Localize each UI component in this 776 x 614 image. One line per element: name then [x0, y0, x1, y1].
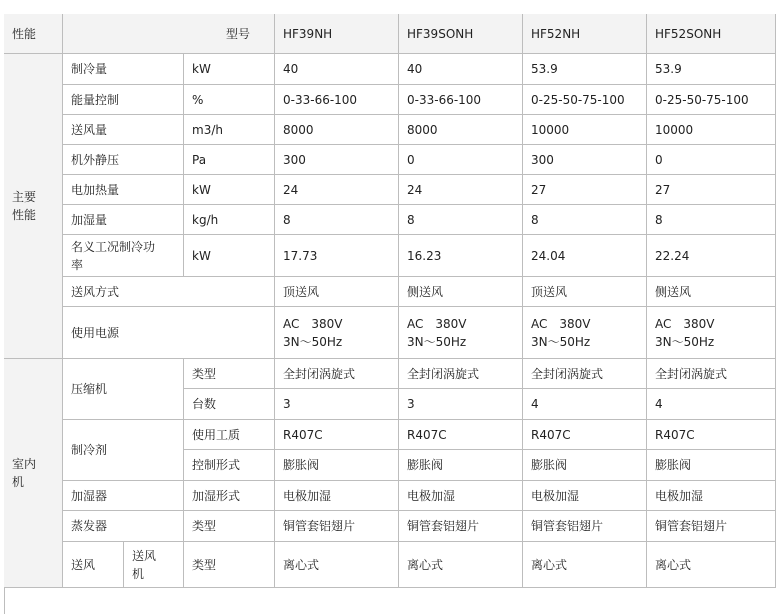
refrigerant-row-value-3: 膨胀阀 [523, 450, 647, 481]
compressor-row-label: 台数 [184, 389, 275, 420]
air_supply-row-value-3: 离心式 [523, 542, 647, 588]
spec-row-value-2: 16.23 [399, 235, 523, 277]
compressor-row-value-4: 4 [647, 389, 776, 420]
refrigerant-row-value-1: R407C [275, 420, 399, 450]
spec-row-value-2: 侧送风 [399, 277, 523, 307]
spec-row-value-3: AC 380V 3N～50Hz [523, 307, 647, 359]
spec-row-label: 制冷量 [63, 54, 184, 85]
spec-row-value-4: 8 [647, 205, 776, 235]
spec-row-value-4: AC 380V 3N～50Hz [647, 307, 776, 359]
compressor-row-value-2: 全封闭涡旋式 [399, 359, 523, 389]
spec-row-label: 名义工况制冷功 率 [63, 235, 184, 277]
humidifier-row-label: 加湿形式 [184, 481, 275, 511]
spec-row-value-4: 0 [647, 145, 776, 175]
spec-row-value-4: 27 [647, 175, 776, 205]
spec-row-value-4: 10000 [647, 115, 776, 145]
refrigerant-row-value-3: R407C [523, 420, 647, 450]
spec-row-value-2: 0 [399, 145, 523, 175]
spec-row-value-3: 10000 [523, 115, 647, 145]
spec-row-value-1: 8000 [275, 115, 399, 145]
spec-row-value-3: 顶送风 [523, 277, 647, 307]
spec-row-value-1: 8 [275, 205, 399, 235]
air_supply-row-label: 类型 [184, 542, 275, 588]
spec-row-value-2: 0-33-66-100 [399, 85, 523, 115]
spec-row-unit: kW [184, 175, 275, 205]
refrigerant-label: 制冷剂 [63, 420, 184, 481]
header-model-label: 型号 [63, 14, 275, 54]
spec-row-value-3: 27 [523, 175, 647, 205]
spec-row-value-1: 0-33-66-100 [275, 85, 399, 115]
compressor-label: 压缩机 [63, 359, 184, 420]
spec-row-value-1: AC 380V 3N～50Hz [275, 307, 399, 359]
spec-row-value-2: 24 [399, 175, 523, 205]
spec-row-value-2: 8 [399, 205, 523, 235]
spec-row-label: 电加热量 [63, 175, 184, 205]
spec-row-value-3: 8 [523, 205, 647, 235]
spec-row-label: 送风量 [63, 115, 184, 145]
refrigerant-row-value-2: 膨胀阀 [399, 450, 523, 481]
evaporator-row-value-4: 铜管套铝翅片 [647, 511, 776, 542]
compressor-row-label: 类型 [184, 359, 275, 389]
spec-row-unit: kW [184, 54, 275, 85]
spec-row-value-1: 24 [275, 175, 399, 205]
spec-row-value-1: 顶送风 [275, 277, 399, 307]
indoor-unit-group-label: 室内 机 [4, 359, 63, 588]
humidifier-label: 加湿器 [63, 481, 184, 511]
evaporator-row-label: 类型 [184, 511, 275, 542]
spec-row-value-4: 0-25-50-75-100 [647, 85, 776, 115]
refrigerant-row-value-1: 膨胀阀 [275, 450, 399, 481]
air_supply-row-value-4: 离心式 [647, 542, 776, 588]
spec-row-value-4: 侧送风 [647, 277, 776, 307]
spec-row-label: 机外静压 [63, 145, 184, 175]
spec-row-label: 使用电源 [63, 307, 275, 359]
evaporator-row-value-3: 铜管套铝翅片 [523, 511, 647, 542]
humidifier-row-value-1: 电极加湿 [275, 481, 399, 511]
spec-row-label: 送风方式 [63, 277, 275, 307]
evaporator-row-value-1: 铜管套铝翅片 [275, 511, 399, 542]
evaporator-row-value-2: 铜管套铝翅片 [399, 511, 523, 542]
refrigerant-row-value-4: R407C [647, 420, 776, 450]
spec-row-unit: m3/h [184, 115, 275, 145]
refrigerant-row-value-4: 膨胀阀 [647, 450, 776, 481]
spec-row-value-4: 53.9 [647, 54, 776, 85]
compressor-row-value-3: 全封闭涡旋式 [523, 359, 647, 389]
spec-row-unit: Pa [184, 145, 275, 175]
spec-row-value-1: 40 [275, 54, 399, 85]
spec-row-value-2: 8000 [399, 115, 523, 145]
spec-row-value-2: 40 [399, 54, 523, 85]
compressor-row-value-3: 4 [523, 389, 647, 420]
header-model-3: HF52NH [523, 14, 647, 54]
spec-table [4, 14, 776, 614]
air-supply-label: 送风 [63, 542, 124, 588]
spec-row-unit: kW [184, 235, 275, 277]
air_supply-row-value-2: 离心式 [399, 542, 523, 588]
spec-row-value-4: 22.24 [647, 235, 776, 277]
refrigerant-row-label: 使用工质 [184, 420, 275, 450]
humidifier-row-value-3: 电极加湿 [523, 481, 647, 511]
compressor-row-value-1: 3 [275, 389, 399, 420]
header-model-4: HF52SONH [647, 14, 776, 54]
compressor-row-value-1: 全封闭涡旋式 [275, 359, 399, 389]
spec-row-value-1: 300 [275, 145, 399, 175]
humidifier-row-value-4: 电极加湿 [647, 481, 776, 511]
main-performance-group-label: 主要 性能 [4, 54, 63, 359]
spec-row-value-3: 53.9 [523, 54, 647, 85]
compressor-row-value-4: 全封闭涡旋式 [647, 359, 776, 389]
header-model-2: HF39SONH [399, 14, 523, 54]
refrigerant-row-value-2: R407C [399, 420, 523, 450]
header-performance-label: 性能 [4, 14, 63, 54]
spec-row-value-3: 24.04 [523, 235, 647, 277]
spec-row-label: 能量控制 [63, 85, 184, 115]
spec-row-unit: % [184, 85, 275, 115]
spec-row-value-3: 300 [523, 145, 647, 175]
fan-label: 送风 机 [124, 542, 184, 588]
air_supply-row-value-1: 离心式 [275, 542, 399, 588]
spec-row-value-1: 17.73 [275, 235, 399, 277]
compressor-row-value-2: 3 [399, 389, 523, 420]
spec-row-value-3: 0-25-50-75-100 [523, 85, 647, 115]
spec-row-label: 加湿量 [63, 205, 184, 235]
refrigerant-row-label: 控制形式 [184, 450, 275, 481]
header-model-1: HF39NH [275, 14, 399, 54]
spec-row-value-2: AC 380V 3N～50Hz [399, 307, 523, 359]
spec-row-unit: kg/h [184, 205, 275, 235]
humidifier-row-value-2: 电极加湿 [399, 481, 523, 511]
evaporator-label: 蒸发器 [63, 511, 184, 542]
